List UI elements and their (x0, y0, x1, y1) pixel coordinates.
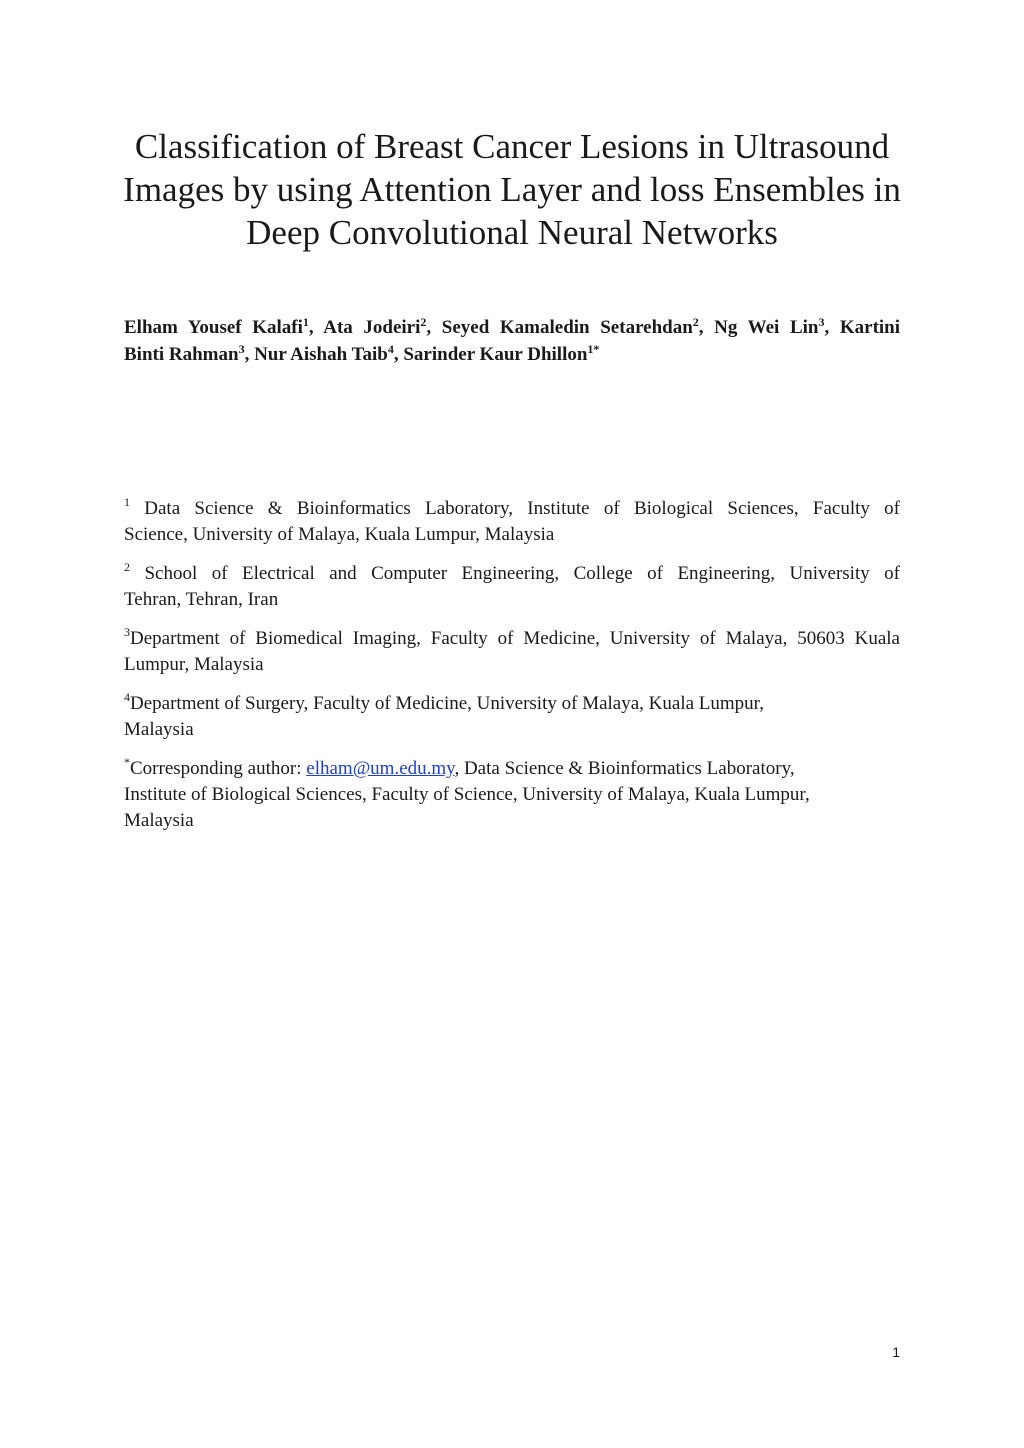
affiliation-line: Malaysia (124, 719, 194, 740)
corresponding-line: Institute of Biological Sciences, Faculty of Science, University of Malaya, Kuala Lumpur, (124, 784, 810, 805)
author-line (124, 314, 900, 341)
author-separator: , (244, 344, 255, 365)
affiliation-number: 4 (124, 690, 130, 704)
affiliation-item (124, 496, 900, 548)
title-line: Images by using Attention Layer and loss Ensembles in (123, 170, 901, 209)
affiliation-text: Department of Surgery, Faculty of Medicine, University of Malaya, Kuala Lumpur, (130, 693, 764, 714)
affiliation-line: Lumpur, Malaysia (124, 654, 264, 675)
affiliation-line (124, 561, 900, 587)
author-line (124, 341, 900, 368)
affiliation-text: Data Science & Bioinformatics Laboratory, Institute of Biological Sciences, Faculty of (144, 498, 900, 519)
paper-title (100, 125, 924, 254)
affiliation-number: 1 (124, 495, 130, 509)
affiliation-marker: 1* (587, 342, 600, 356)
affiliation-line (124, 691, 900, 717)
affiliation-text: Department of Biomedical Imaging, Faculty of Medicine, University of Malaya, 50603 Kuala (130, 628, 900, 649)
author-name-part: Kartini (839, 317, 901, 338)
affiliation-line: Science, University of Malaya, Kuala Lumpur, Malaysia (124, 524, 555, 545)
affiliation-marker: 3 (818, 315, 825, 329)
author-name: Seyed Kamaledin Setarehdan (441, 317, 693, 338)
corresponding-marker: * (124, 755, 130, 769)
corresponding-author (124, 756, 900, 834)
affiliation-item (124, 561, 900, 613)
author-separator: , (393, 344, 404, 365)
page-number: 1 (892, 1344, 900, 1360)
author-name: Elham Yousef Kalafi (124, 317, 303, 338)
affiliation-marker: 3 (238, 342, 245, 356)
author-separator: , (824, 317, 840, 338)
corresponding-line: Malaysia (124, 810, 194, 831)
affiliation-line (124, 626, 900, 652)
affiliation-marker: 4 (387, 342, 394, 356)
author-list (124, 314, 900, 368)
author-separator: , (698, 317, 715, 338)
corresponding-label: Corresponding author: (130, 758, 307, 779)
author-name-part: Binti Rahman (124, 344, 239, 365)
affiliation-marker: 1 (302, 315, 309, 329)
title-line: Classification of Breast Cancer Lesions in Ultrasound (134, 127, 890, 166)
corresponding-text: , Data Science & Bioinformatics Laboratory, (454, 758, 795, 779)
affiliation-line: Tehran, Tehran, Iran (124, 589, 279, 610)
author-name: Ata Jodeiri (323, 317, 421, 338)
affiliation-marker: 2 (692, 315, 699, 329)
affiliation-item (124, 626, 900, 678)
affiliation-list (124, 496, 900, 847)
author-separator: , (426, 317, 442, 338)
affiliation-line (124, 496, 900, 522)
affiliation-item (124, 691, 900, 743)
affiliation-number: 2 (124, 560, 130, 574)
author-name: Sarinder Kaur Dhillon (403, 344, 588, 365)
title-line: Deep Convolutional Neural Networks (246, 213, 778, 252)
affiliation-number: 3 (124, 625, 130, 639)
affiliation-marker: 2 (420, 315, 427, 329)
author-separator: , (308, 317, 324, 338)
author-name: Ng Wei Lin (714, 317, 819, 338)
corresponding-email-link[interactable]: elham@um.edu.my (306, 758, 455, 779)
affiliation-text: School of Electrical and Computer Engineering, College of Engineering, University of (144, 563, 901, 584)
author-name: Nur Aishah Taib (254, 344, 388, 365)
corresponding-line (124, 756, 900, 782)
